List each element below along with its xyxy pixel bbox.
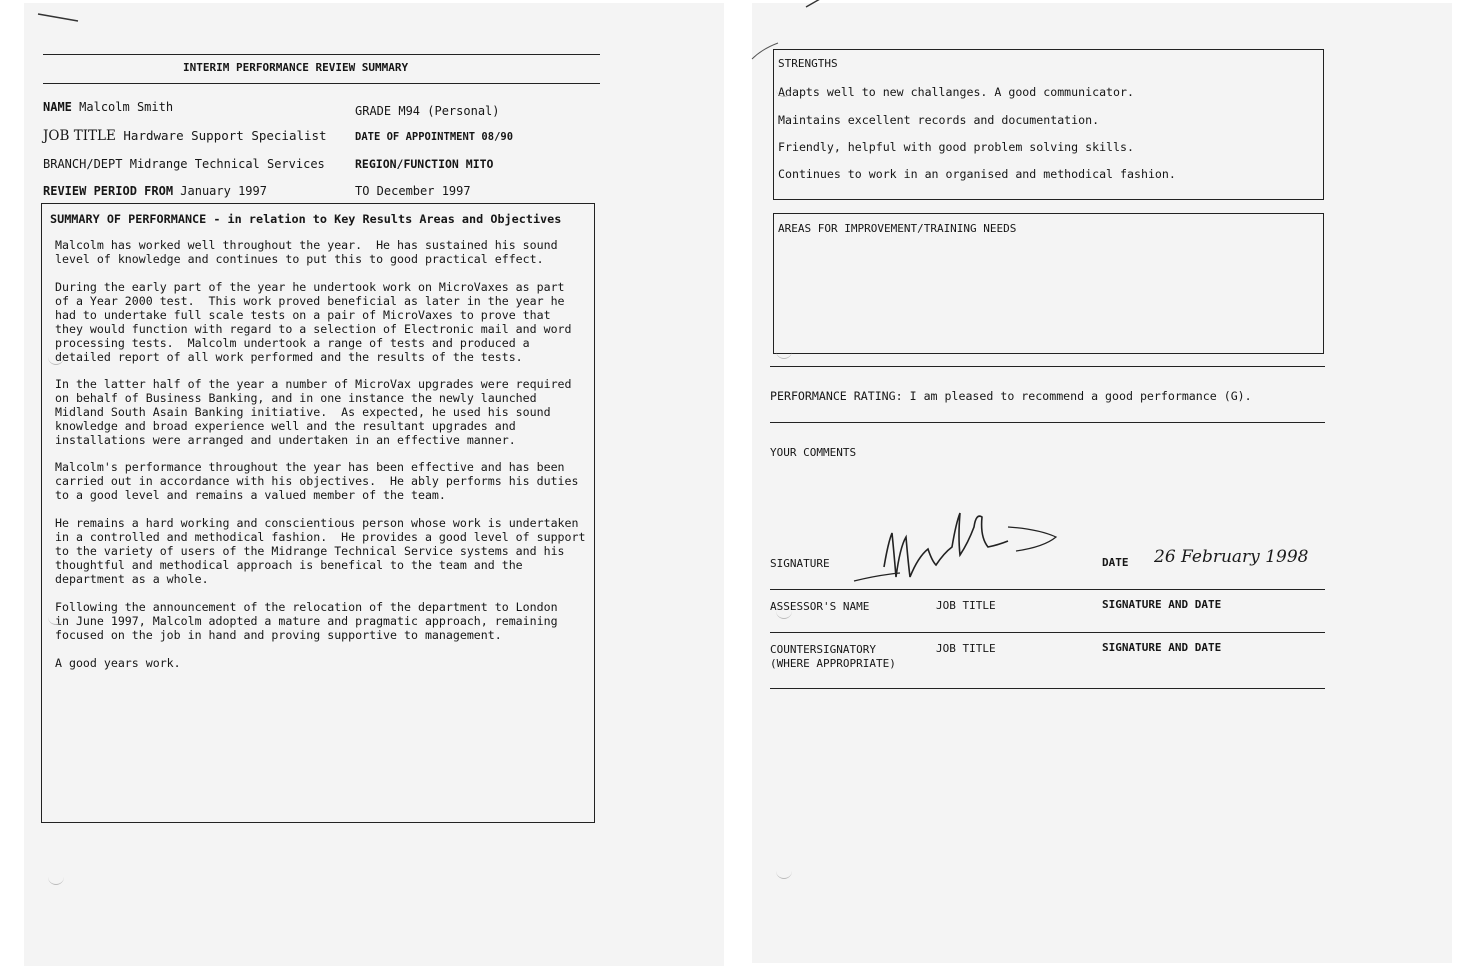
region-field: REGION/FUNCTION MITO — [355, 157, 494, 171]
review-period-from: January 1997 — [180, 184, 267, 198]
rule-after-countersig — [770, 688, 1325, 689]
branch-value: Midrange Technical Services — [129, 157, 325, 171]
rating-label: PERFORMANCE RATING: — [770, 389, 903, 403]
rule-after-signature — [770, 589, 1325, 590]
job-title-label: JOB TITLE — [43, 128, 116, 144]
review-period-to: TO December 1997 — [355, 184, 471, 198]
assessor-signature-date-label: SIGNATURE AND DATE — [1102, 598, 1222, 611]
countersig-signature-date-label: SIGNATURE AND DATE — [1102, 641, 1222, 654]
rating-text: I am pleased to recommend a good performance (G). — [909, 389, 1252, 403]
strengths-heading: STRENGTHS — [778, 57, 838, 70]
name-value: Malcolm Smith — [79, 100, 174, 114]
summary-paragraph-3: In the latter half of the year a number of MicroVax upgrades were required on behalf of Business Banking, and in one instance the newly launched Midland South Asain Banking initiative. As expected, he used his sound knowledge and broad experience well and the resultant upgrades and installations were arranged and undertaken in an effective manner. — [55, 377, 572, 447]
assessor-name-label: ASSESSOR'S NAME — [770, 600, 870, 613]
review-period-label: REVIEW PERIOD FROM — [43, 184, 174, 198]
summary-paragraph-6: Following the announcement of the relocation of the department to London in June 1997, Malcolm adopted a mature and pragmatic approach, remaining focused on the job in hand and proving supportive to management. — [55, 600, 558, 642]
title-top-rule — [43, 54, 600, 55]
review-period-field — [43, 184, 267, 198]
summary-paragraph-7: A good years work. — [55, 656, 181, 670]
punch-hole-mark — [776, 609, 792, 619]
name-field — [43, 100, 173, 114]
rule-after-rating — [770, 422, 1325, 423]
punch-hole-mark — [48, 875, 64, 885]
corner-mark — [34, 9, 84, 33]
summary-paragraph-1: Malcolm has worked well throughout the year. He has sustained his sound level of knowledge and continues to put this to good practical effect. — [55, 238, 558, 266]
name-label: NAME — [43, 100, 72, 114]
countersignatory-sublabel: (WHERE APPROPRIATE) — [770, 657, 896, 670]
signature-label: SIGNATURE — [770, 557, 830, 570]
countersig-job-title-label: JOB TITLE — [936, 642, 996, 655]
assessor-job-title-label: JOB TITLE — [936, 599, 996, 612]
strength-item: Friendly, helpful with good problem solving skills. — [778, 140, 1134, 154]
title-bottom-rule — [43, 83, 600, 84]
summary-paragraph-5: He remains a hard working and conscientious person whose work is undertaken in a controlled and methodical fashion. He provides a good level of support to the variety of users of the Midrange Technical Service systems and his thoughtful and methodical approach is benefical to the team and the department as a whole. — [55, 516, 586, 586]
performance-rating — [770, 389, 1252, 403]
countersignatory-label: COUNTERSIGNATORY — [770, 643, 876, 656]
grade-field: GRADE M94 (Personal) — [355, 104, 500, 118]
improvement-heading: AREAS FOR IMPROVEMENT/TRAINING NEEDS — [778, 222, 1017, 235]
punch-hole-mark — [776, 349, 792, 359]
date-label: DATE — [1102, 556, 1129, 569]
review-page-1 — [24, 3, 724, 966]
strength-item: Maintains excellent records and documentation. — [778, 113, 1100, 127]
strength-item: Adapts well to new challanges. A good communicator. — [778, 85, 1134, 99]
job-title-value: Hardware Support Specialist — [123, 128, 327, 143]
job-title-field — [43, 128, 327, 144]
form-title: INTERIM PERFORMANCE REVIEW SUMMARY — [183, 61, 409, 74]
comments-label: YOUR COMMENTS — [770, 446, 857, 459]
branch-label: BRANCH/DEPT — [43, 157, 123, 171]
strength-item: Continues to work in an organised and methodical fashion. — [778, 167, 1176, 181]
summary-heading: SUMMARY OF PERFORMANCE - in relation to Key Results Areas and Objectives — [50, 212, 562, 226]
punch-hole-mark — [776, 869, 792, 879]
handwritten-signature — [848, 503, 1068, 593]
summary-paragraph-2: During the early part of the year he undertook work on MicroVaxes as part of a Year 2000 test. This work proved beneficial as later in the year he had to undertake full scale tests on a pair of MicroVaxes to prove that they would function with regard to a selection of Electronic mail and word processing tests. Malcolm undertook a range of tests and produced a detailed report of all work performed and the results of the tests. — [55, 280, 572, 364]
review-page-2 — [752, 3, 1452, 963]
rule-before-rating — [770, 366, 1325, 367]
handwritten-date: 26 February 1998 — [1154, 547, 1309, 567]
rule-after-assessor — [770, 632, 1325, 633]
branch-field — [43, 157, 325, 171]
summary-paragraph-4: Malcolm's performance throughout the year has been effective and has been carried out in accordance with his objectives. He ably performs his duties to a good level and remains a valued member of the team. — [55, 460, 579, 502]
date-of-appointment: DATE OF APPOINTMENT 08/90 — [355, 131, 514, 143]
